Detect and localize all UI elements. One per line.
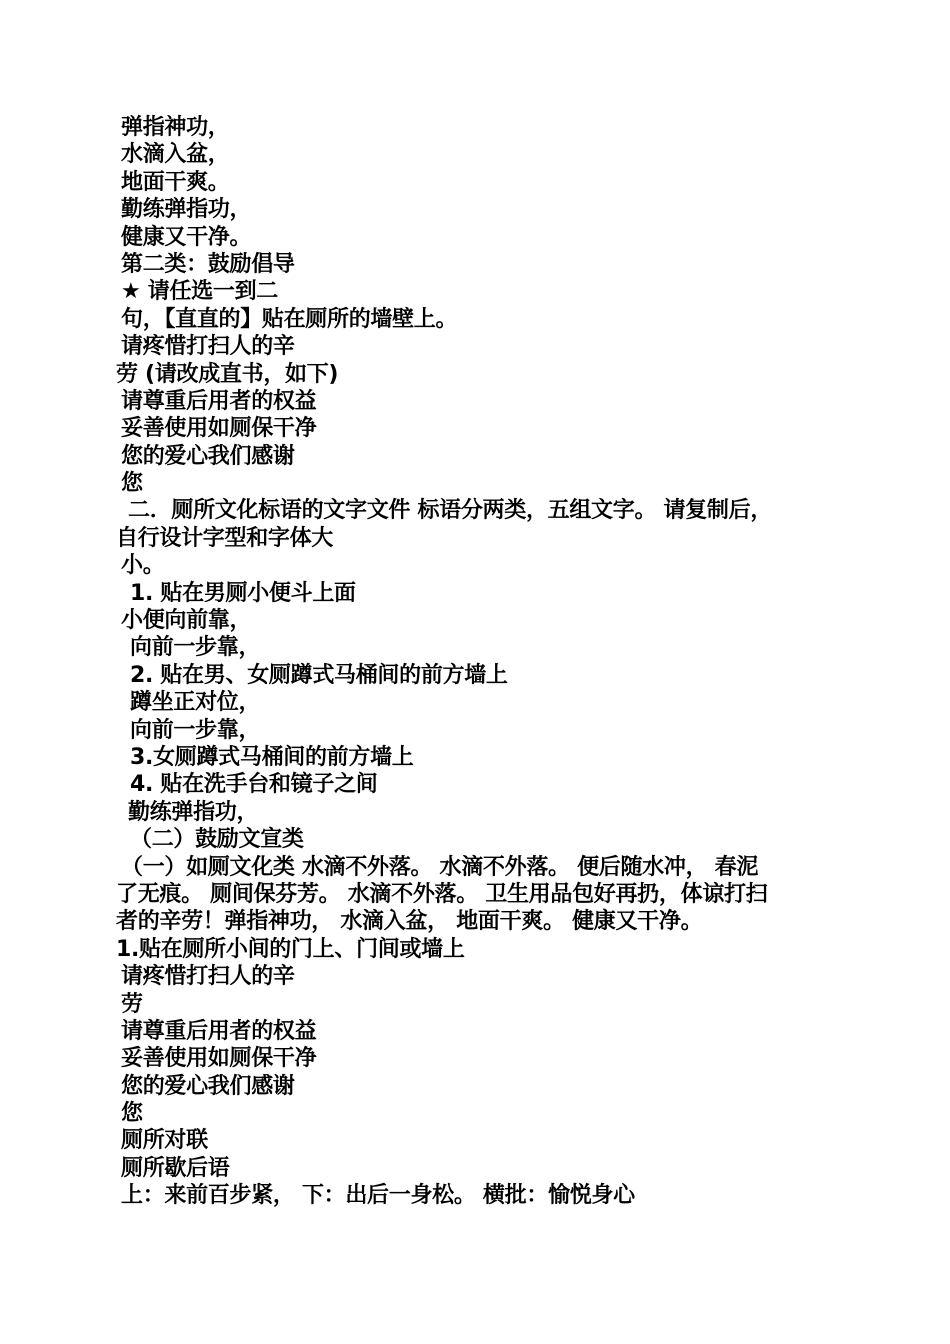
text-line: 妥善使用如厕保干净	[121, 416, 317, 442]
text-line: 厕所歇后语	[121, 1155, 230, 1181]
text-line: 小。	[121, 553, 165, 579]
text-line: 水滴入盆，	[121, 142, 230, 168]
text-line: 您的爱心我们感谢	[121, 443, 295, 469]
text-line: 小便向前靠，	[121, 608, 252, 634]
text-line: 2. 贴在男、女厕蹲式马桶间的前方墙上	[130, 662, 508, 688]
text-line: 劳 (请改成直书，如下)	[116, 361, 339, 387]
text-line: 向前一步靠，	[130, 717, 261, 743]
document-body	[0, 114, 950, 1210]
text-line: 自行设计字型和字体大	[116, 525, 334, 551]
text-line: 劳	[121, 991, 143, 1017]
text-line: ★ 请任选一到二	[121, 279, 278, 305]
text-line: 勤练弹指功，	[121, 197, 252, 223]
text-line: 1.贴在厕所小间的门上、门间或墙上	[116, 936, 465, 962]
text-line: 您	[121, 1101, 143, 1127]
text-line: 3.女厕蹲式马桶间的前方墙上	[130, 744, 414, 770]
text-line: 厕所对联	[121, 1128, 208, 1154]
text-line: 1. 贴在男厕小便斗上面	[130, 580, 356, 606]
text-line: 勤练弹指功，	[128, 799, 259, 825]
text-line: 妥善使用如厕保干净	[121, 1046, 317, 1072]
text-line: 请疼惜打扫人的辛	[121, 964, 295, 990]
text-line: （一）如厕文化类 水滴不外落。 水滴不外落。 便后随水冲， 春泥	[121, 854, 759, 880]
text-line: 地面干爽。	[121, 169, 230, 195]
text-line: 了无痕。 厕间保芬芳。 水滴不外落。 卫生用品包好再扔，体谅打扫	[116, 881, 768, 907]
text-line: 二．厕所文化标语的文字文件 标语分两类，五组文字。 请复制后，	[128, 498, 773, 524]
text-line: 请疼惜打扫人的辛	[121, 334, 295, 360]
text-line: 健康又干净。	[121, 224, 252, 250]
text-line: 4. 贴在洗手台和镜子之间	[130, 772, 378, 798]
text-line: 请尊重后用者的权益	[121, 388, 317, 414]
text-line: 您	[121, 471, 143, 497]
text-line: （二）鼓励文宣类	[130, 827, 304, 853]
text-line: 者的辛劳！弹指神功， 水滴入盆， 地面干爽。 健康又干净。	[116, 909, 703, 935]
text-line: 向前一步靠，	[130, 635, 261, 661]
text-line: 上：来前百步紧， 下：出后一身松。 横批：愉悦身心	[121, 1183, 635, 1209]
text-line: 弹指神功，	[121, 115, 230, 140]
text-line: 句，【直直的】贴在厕所的墙壁上。	[121, 306, 458, 332]
text-line: 第二类：鼓励倡导	[121, 251, 295, 277]
text-line: 蹲坐正对位，	[130, 690, 261, 716]
text-line: 您的爱心我们感谢	[121, 1073, 295, 1099]
text-line: 请尊重后用者的权益	[121, 1018, 317, 1044]
